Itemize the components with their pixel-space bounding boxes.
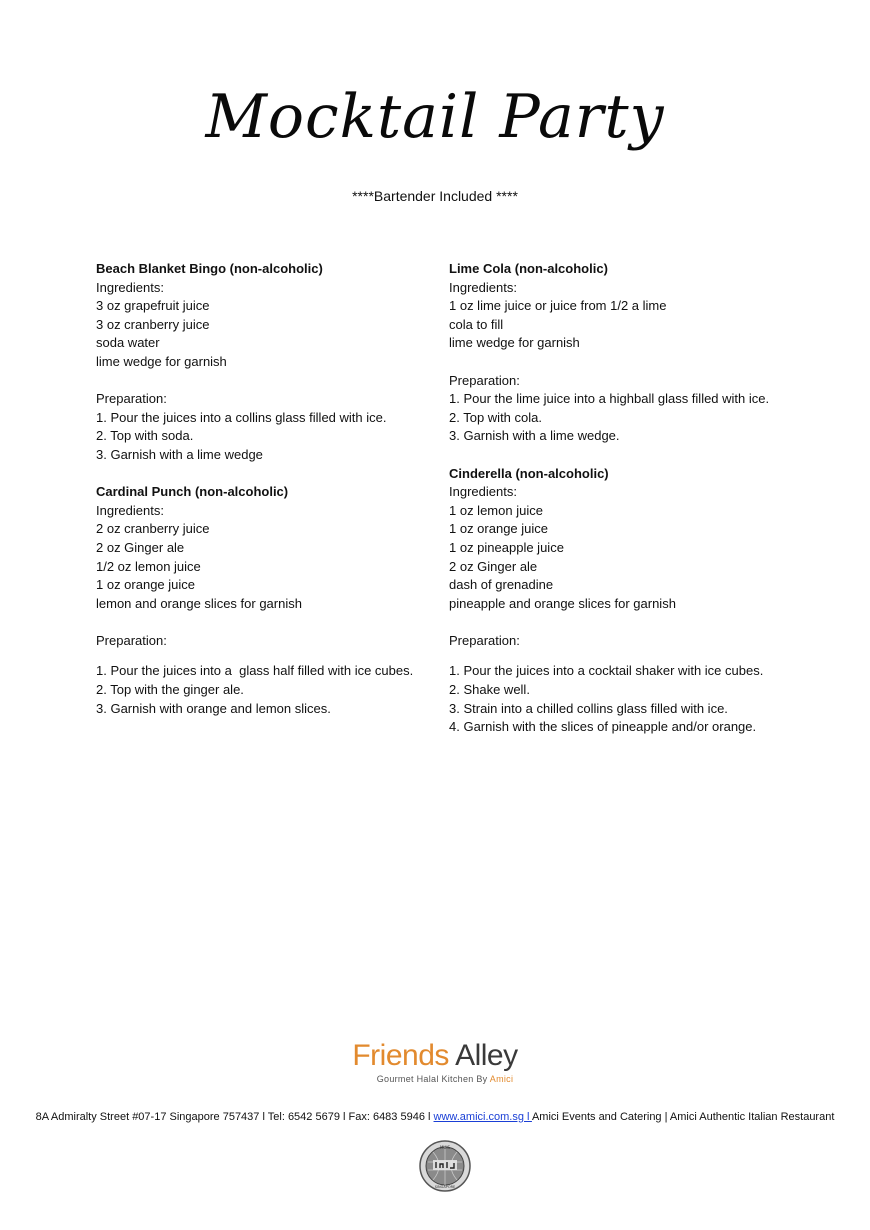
preparation-step: 4. Garnish with the slices of pineapple and/or orange. [449,719,757,735]
preparation-step: 2. Top with soda. [96,428,194,444]
preparation-step: 3. Garnish with a lime wedge [96,446,263,462]
halal-seal-icon [419,1140,471,1192]
recipe-beach-blanket-bingo [96,260,436,465]
right-column [449,260,829,737]
footer-tail: Amici Events and Catering | Amici Authentic Italian Restaurant [531,1111,835,1123]
ingredient-item: 1 oz lemon juice [449,502,543,518]
friends-alley-logo [0,1038,870,1085]
logo-wordmark [0,1038,870,1074]
ingredient-item: 3 oz cranberry juice [96,316,210,332]
ingredient-item: lemon and orange slices for garnish [96,595,302,611]
ingredients-label: Ingredients: [96,502,164,518]
ingredient-item: 1 oz orange juice [449,521,549,537]
bartender-note: ****Bartender Included **** [352,188,518,204]
ingredients-label: Ingredients: [96,279,164,295]
logo-tagline [20,1074,870,1085]
ingredient-item: 1/2 oz lemon juice [96,558,201,574]
ingredient-item: lime wedge for garnish [96,353,227,369]
footer-address: 8A Admiralty Street #07-17 Singapore 757437 l Tel: 6542 5679 l Fax: 6483 5946 l [35,1111,434,1123]
logo-word-alley: Alley [455,1039,518,1072]
ingredient-item: cola to fill [449,316,504,332]
ingredient-item: 2 oz cranberry juice [96,521,210,537]
recipe-name: Cinderella (non-alcoholic) [449,465,609,481]
ingredient-item: 2 oz Ginger ale [449,558,538,574]
preparation-step: 3. Garnish with orange and lemon slices. [96,700,331,716]
recipe-name: Beach Blanket Bingo (non-alcoholic) [96,261,323,276]
seal-bottom-text: SINGAPORE [434,1185,456,1189]
ingredient-item: 2 oz Ginger ale [96,539,185,555]
ingredient-item: soda water [96,335,160,351]
recipe-name: Cardinal Punch (non-alcoholic) [96,484,289,500]
recipe-name: Lime Cola (non-alcoholic) [449,261,608,276]
recipe-lime-cola [449,260,829,446]
ingredient-item: 1 oz lime juice or juice from 1/2 a lime [449,298,667,314]
ingredients-label: Ingredients: [449,279,517,295]
preparation-step: 3. Strain into a chilled collins glass filled with ice. [449,700,728,716]
logo-word-friends: Friends [352,1039,449,1072]
tagline-text: Gourmet Halal Kitchen By [376,1074,488,1084]
page-title: Mocktail Party [205,82,665,152]
preparation-step: 2. Shake well. [449,682,530,698]
tagline-brand: Amici [489,1074,514,1084]
website-link[interactable]: www.amici.com.sg l [433,1111,532,1123]
preparation-step: 1. Pour the juices into a collins glass filled with ice. [96,409,387,425]
recipe-cardinal-punch [96,483,436,718]
preparation-label: Preparation: [96,391,167,407]
ingredient-item: 1 oz orange juice [96,577,196,593]
seal-top-text: MUIS [439,1145,451,1150]
ingredient-item: 3 oz grapefruit juice [96,298,210,314]
preparation-step: 1. Pour the juices into a glass half filled with ice cubes. [96,663,414,679]
ingredient-item: 1 oz pineapple juice [449,539,564,555]
ingredient-item: dash of grenadine [449,577,554,593]
ingredient-item: lime wedge for garnish [449,335,580,351]
preparation-step: 1. Pour the lime juice into a highball glass filled with ice. [449,391,770,407]
preparation-step: 1. Pour the juices into a cocktail shaker with ice cubes. [449,663,764,679]
footer-contact [0,1110,870,1124]
preparation-step: 3. Garnish with a lime wedge. [449,428,620,444]
preparation-step: 2. Top with the ginger ale. [96,682,244,698]
preparation-label: Preparation: [96,632,167,648]
recipe-cinderella [449,465,829,737]
preparation-step: 2. Top with cola. [449,409,542,425]
preparation-label: Preparation: [449,372,520,388]
ingredients-label: Ingredients: [449,484,517,500]
preparation-label: Preparation: [449,632,520,648]
left-column [96,260,436,718]
ingredient-item: pineapple and orange slices for garnish [449,595,676,611]
